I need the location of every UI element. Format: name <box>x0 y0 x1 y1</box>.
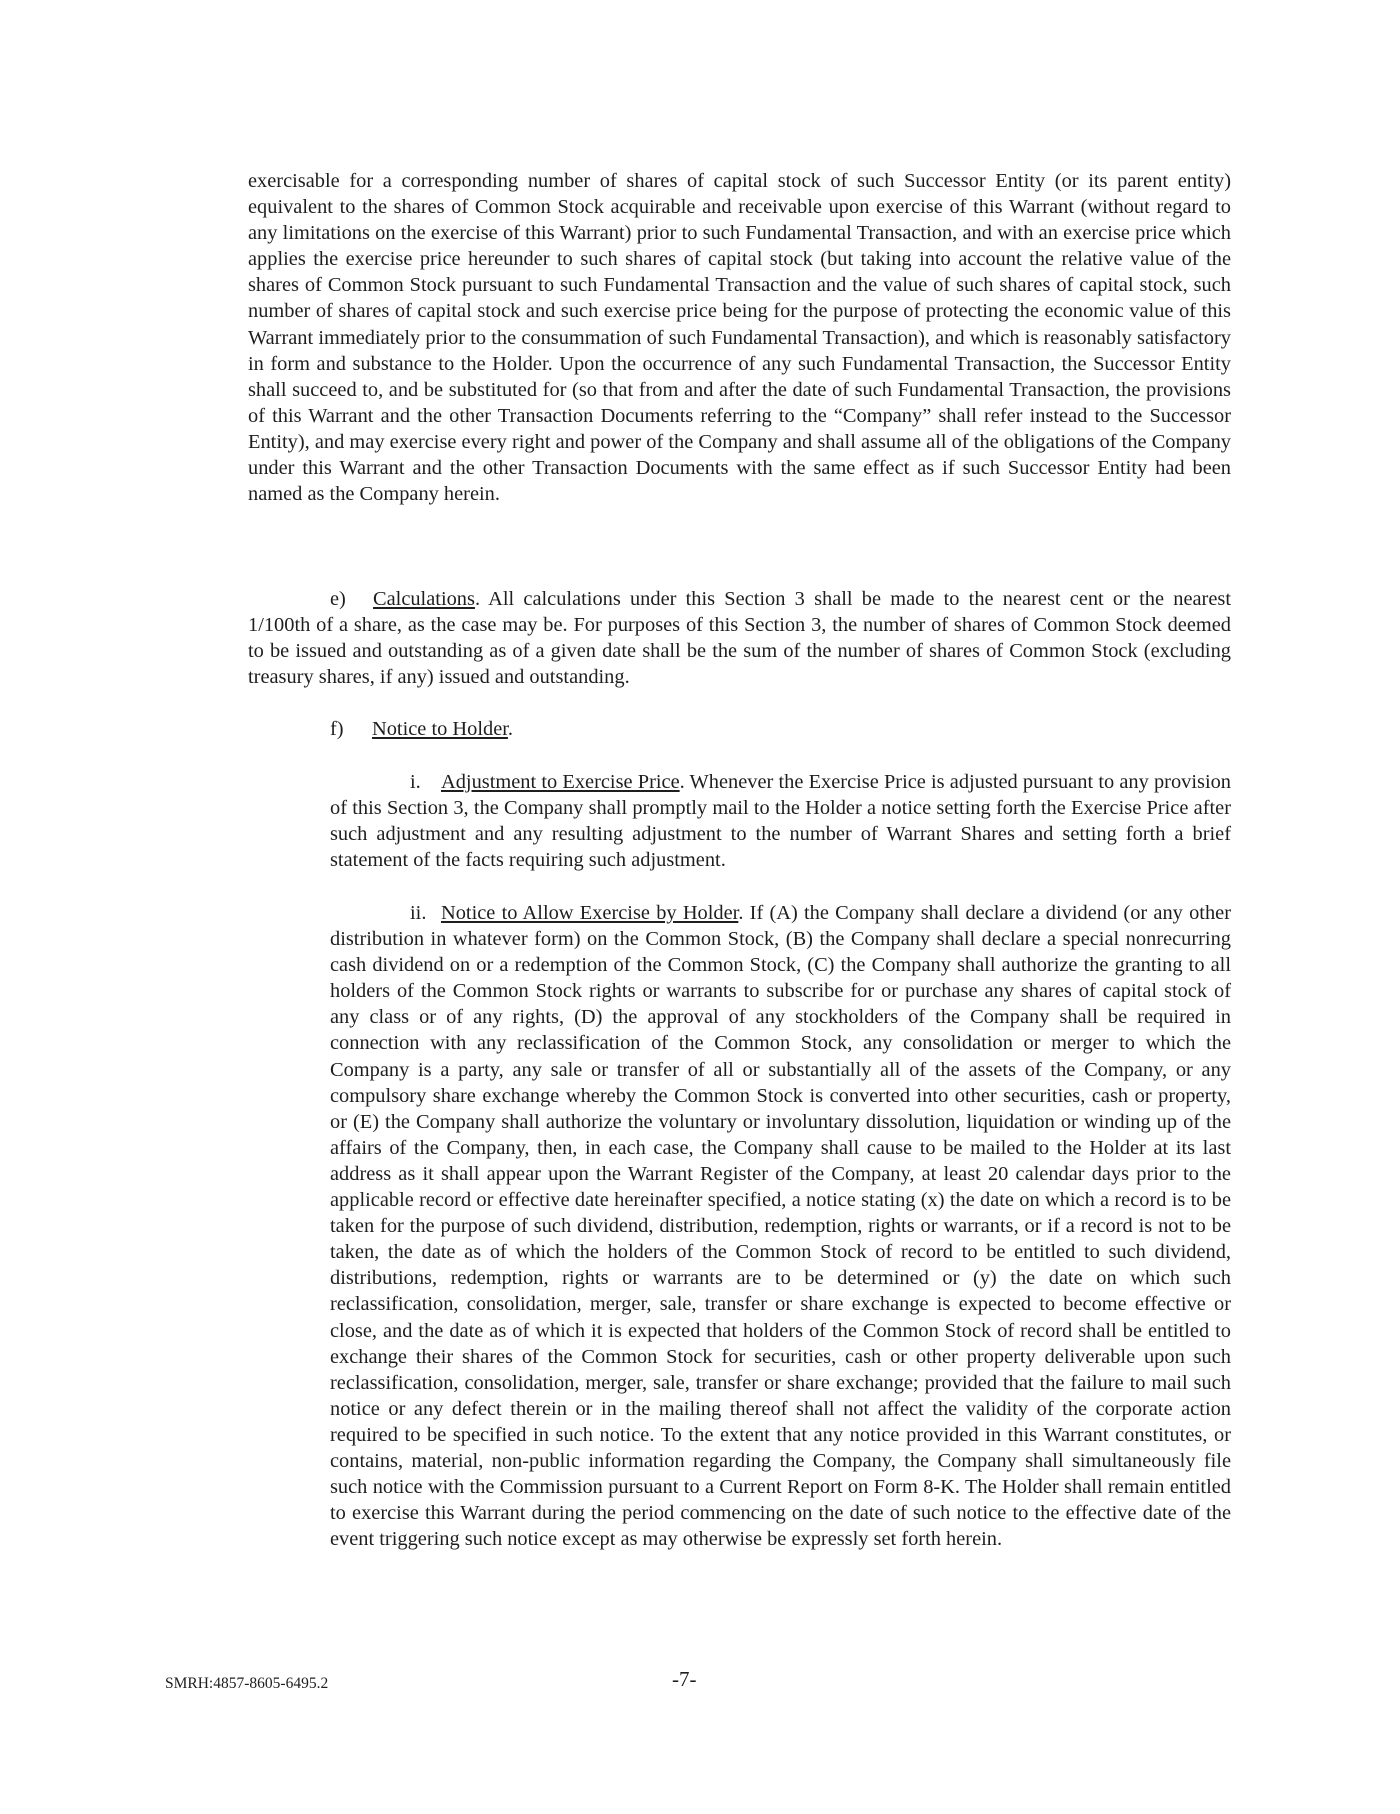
section-f-label: f) <box>330 718 344 740</box>
section-f-ii-paragraph <box>330 900 1231 1552</box>
continuation-paragraph: exercisable for a corresponding number of shares of capital stock of such Successor Entity (or its parent entity) equivalent to the shares of Common Stock acquirable and receivable upon exercise of this Warrant (without regard to any limitations on the exercise of this Warrant) prior to such Fundamental Transaction, and with an exercise price which applies the exercise price hereunder to such shares of capital stock (but taking into account the relative value of the shares of Common Stock pursuant to such Fundamental Transaction and the value of such shares of capital stock, such number of shares of capital stock and such exercise price being for the purpose of protecting the economic value of this Warrant immediately prior to the consummation of such Fundamental Transaction), and which is reasonably satisfactory in form and substance to the Holder. Upon the occurrence of any such Fundamental Transaction, the Successor Entity shall succeed to, and be substituted for (so that from and after the date of such Fundamental Transaction, the provisions of this Warrant and the other Transaction Documents referring to the “Company” shall refer instead to the Successor Entity), and may exercise every right and power of the Company and shall assume all of the obligations of the Company under this Warrant and the other Transaction Documents with the same effect as if such Successor Entity had been named as the Company herein. <box>248 170 1231 506</box>
section-e-heading: Calculations <box>373 588 475 610</box>
section-e-body: . All calculations under this Section 3 shall be made to the nearest cent or the nearest 1/100th of a share, as the case may be. For purposes of this Section 3, the number of shares of Common Stock deemed to be issued and outstanding as of a given date shall be the sum of the number of shares of Common Stock (excluding treasury shares, if any) issued and outstanding. <box>248 588 1231 689</box>
section-e-label: e) <box>330 588 346 610</box>
section-f-ii-body: . If (A) the Company shall declare a dividend (or any other distribution in whatever form) on the Common Stock, (B) the Company shall declare a special nonrecurring cash dividend on or a redemption of the Common Stock, (C) the Company shall authorize the granting to all holders of the Common Stock rights or warrants to subscribe for or purchase any shares of capital stock of any class or of any rights, (D) the approval of any stockholders of the Company shall be required in connection with any reclassification of the Common Stock, any consolidation or merger to which the Company is a party, any sale or transfer of all or substantially all of the assets of the Company, or any compulsory share exchange whereby the Common Stock is converted into other securities, cash or property, or (E) the Company shall authorize the voluntary or involuntary dissolution, liquidation or winding up of the affairs of the Company, then, in each case, the Company shall cause to be mailed to the Holder at its last address as it shall appear upon the Warrant Register of the Company, at least 20 calendar days prior to the applicable record or effective date hereinafter specified, a notice stating (x) the date on which a record is to be taken for the purpose of such dividend, distribution, redemption, rights or warrants, or if a record is not to be taken, the date as of which the holders of the Common Stock of record to be entitled to such dividend, distributions, redemption, rights or warrants are to be determined or (y) the date on which such reclassification, consolidation, merger, sale, transfer or share exchange is expected to become effective or close, and the date as of which it is expected that holders of the Common Stock of record shall be entitled to exchange their shares of the Common Stock for securities, cash or other property deliverable upon such reclassification, consolidation, merger, sale, transfer or share exchange; provided that the failure to mail such notice or any defect therein or in the mailing thereof shall not affect the validity of the corporate action required to be specified in such notice. To the extent that any notice provided in this Warrant constitutes, or contains, material, non-public information regarding the Company, the Company shall simultaneously file such notice with the Commission pursuant to a Current Report on Form 8-K. The Holder shall remain entitled to exercise this Warrant during the period commencing on the date of such notice to the effective date of the event triggering such notice except as may otherwise be expressly set forth herein. <box>330 902 1231 1551</box>
section-f-i-heading: Adjustment to Exercise Price <box>441 771 680 793</box>
section-f-heading: Notice to Holder <box>372 718 508 740</box>
section-f-heading-suffix: . <box>507 718 514 740</box>
section-e-paragraph <box>248 586 1231 690</box>
page-number: -7- <box>672 1667 697 1691</box>
footer-document-id: SMRH:4857-8605-6495.2 <box>165 1675 329 1692</box>
section-f-ii-label: ii. <box>410 902 427 924</box>
section-f-i-body: . Whenever the Exercise Price is adjusted pursuant to any provision of this Section 3, the Company shall promptly mail to the Holder a notice setting forth the Exercise Price after such adjustment and any resulting adjustment to the number of Warrant Shares and setting forth a brief statement of the facts requiring such adjustment. <box>330 771 1231 872</box>
section-f-i-label: i. <box>410 771 421 793</box>
section-f-paragraph <box>330 716 513 742</box>
section-f-i-paragraph <box>330 769 1231 873</box>
section-f-ii-heading: Notice to Allow Exercise by Holder <box>441 902 739 924</box>
